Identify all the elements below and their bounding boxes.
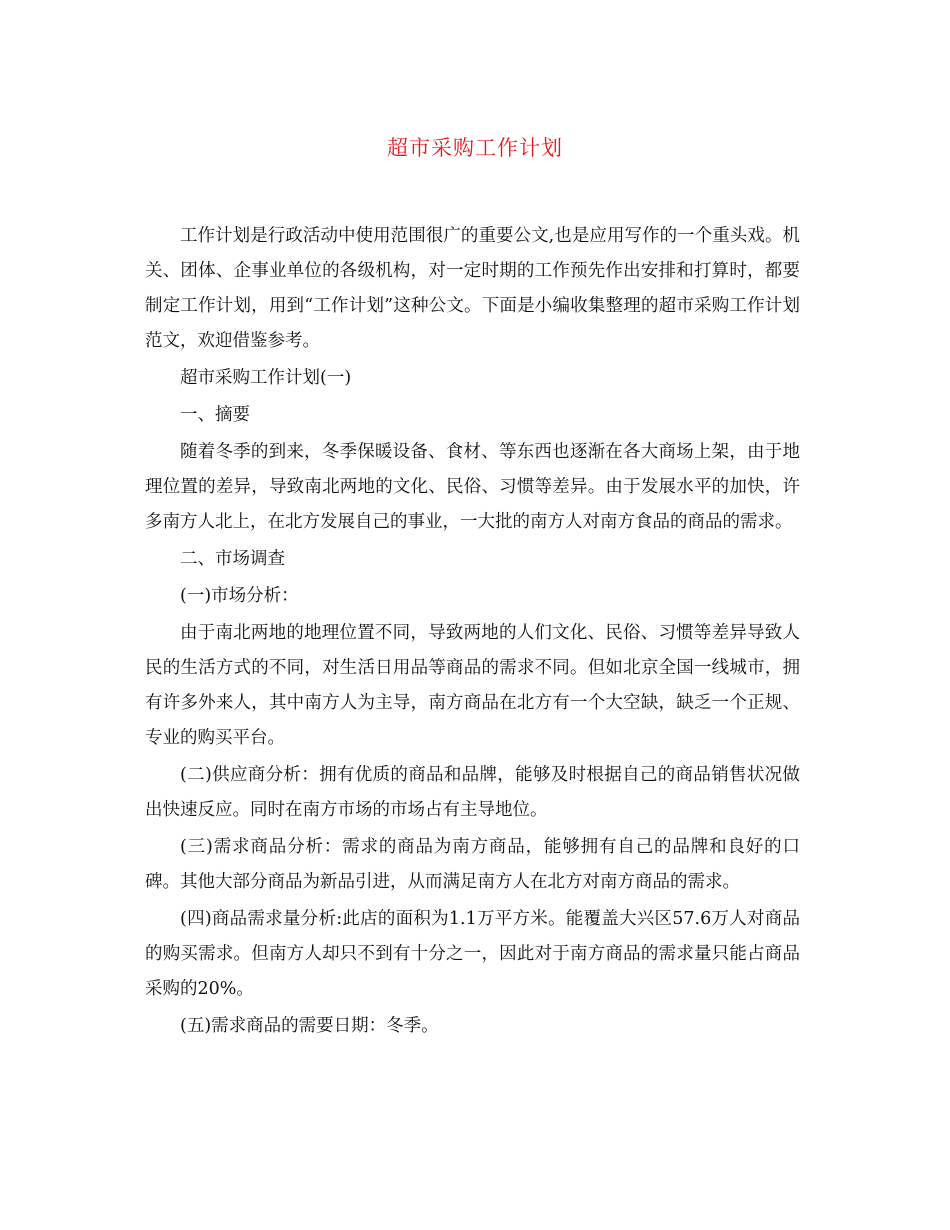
market-analysis-paragraph: 由于南北两地的地理位置不同，导致两地的人们文化、民俗、习惯等差异导致人民的生活方式的不同，对生活日用品等商品的需求不同。但如北京全国一线城市，拥有许多外来人，其中南方人为主导，南方商品在北方有一个大空缺，缺乏一个正规、专业的购买平台。 [145, 623, 800, 748]
section-heading-plan-one: 超市采购工作计划(一) [180, 368, 352, 388]
demand-goods-paragraph: (三)需求商品分析：需求的商品为南方商品，能够拥有自己的品牌和良好的口碑。其他大部分商品为新品引进，从而满足南方人在北方对南方商品的需求。 [145, 837, 800, 892]
demand-date-paragraph: (五)需求商品的需要日期：冬季。 [180, 1016, 439, 1036]
document-title: 超市采购工作计划 [387, 136, 563, 160]
intro-paragraph: 工作计划是行政活动中使用范围很广的重要公文,也是应用写作的一个重头戏。机关、团体、企事业单位的各级机构，对一定时期的工作预先作出安排和打算时，都要制定工作计划，用到“工作计划”这种公文。下面是小编收集整理的超市采购工作计划范文，欢迎借鉴参考。 [145, 226, 800, 351]
section-heading-market-survey: 二、市场调查 [180, 549, 285, 569]
demand-quantity-paragraph: (四)商品需求量分析:此店的面积为1.1万平方米。能覆盖大兴区57.6万人对商品的购买需求。但南方人却只不到有十分之一，因此对于南方商品的需求量只能占商品采购的20%。 [145, 909, 800, 999]
section-heading-summary: 一、摘要 [180, 405, 250, 425]
supplier-analysis-paragraph: (二)供应商分析：拥有优质的商品和品牌，能够及时根据自己的商品销售状况做出快速反应。同时在南方市场的市场占有主导地位。 [145, 765, 800, 820]
summary-paragraph: 随着冬季的到来，冬季保暖设备、食材、等东西也逐渐在各大商场上架，由于地理位置的差异，导致南北两地的文化、民俗、习惯等差异。由于发展水平的加快，许多南方人北上，在北方发展自己的事业，一大批的南方人对南方食品的商品的需求。 [145, 442, 800, 532]
subheading-market-analysis: (一)市场分析： [180, 586, 299, 606]
document-body [145, 219, 800, 1046]
